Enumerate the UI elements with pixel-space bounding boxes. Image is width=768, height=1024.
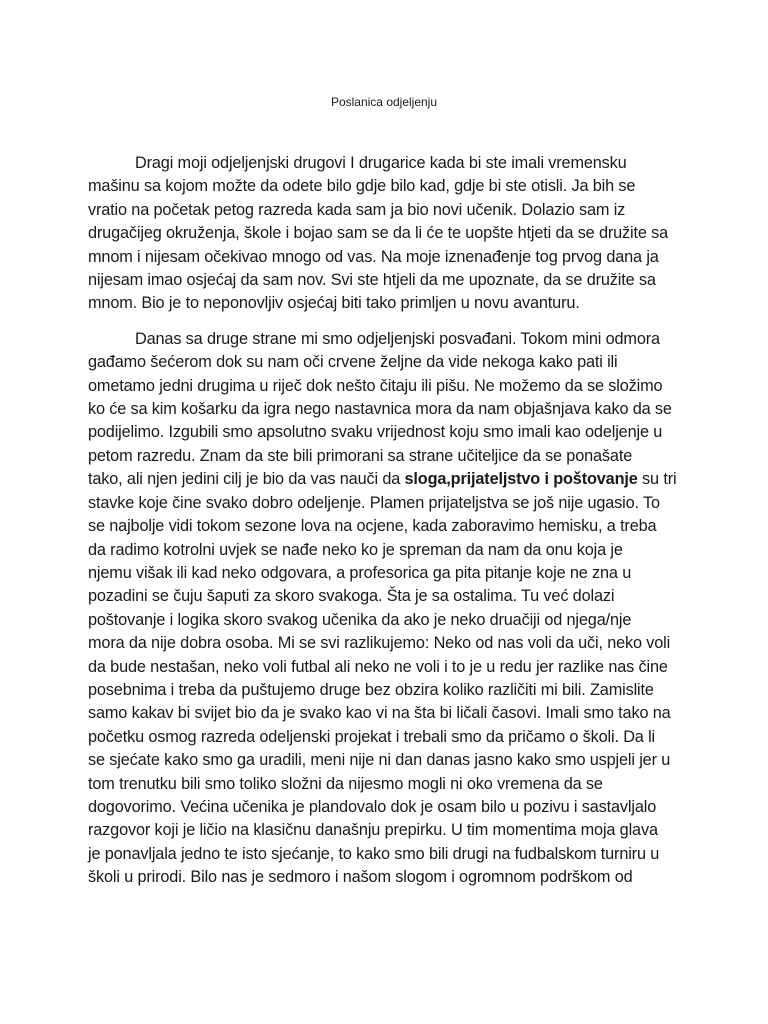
- text-line: poštovanje i logika skoro svakog učenika da ako je neko druačiji od njega/nje: [88, 610, 632, 629]
- text-line: podijelimo. Izgubili smo apsolutno svaku vrijednost koju smo imali kao odeljenje u: [88, 423, 663, 442]
- text-line: drugačijeg okruženja, škole i bojao sam se da li će te uopšte htjeti da se družite sa: [88, 224, 669, 243]
- document-title: Poslanica odjeljenju: [330, 95, 438, 109]
- text-line: tom trenutku bili smo toliko složni da nijesmo mogli ni oko vremena da se: [88, 774, 603, 793]
- text-line: početku osmog razreda odeljenski projekat i trebali smo da pričamo o školi. Da li: [88, 727, 656, 746]
- text-line: mnom. Bio je to neponovljiv osjećaj biti tako primljen u novu avanturu.: [88, 294, 580, 313]
- text-line: pozadini se čuju šaputi za skoro svakoga. Šta je sa ostalima. Tu već dolazi: [88, 587, 615, 606]
- text-line: se najbolje vidi tokom sezone lova na ocjene, kada zaboravimo hemisku, a treba: [88, 517, 657, 536]
- text-line: ko će sa kim košarku da igra nego nastavnica mora da nam objašnjava kako da se: [88, 400, 672, 419]
- text-line: je ponavljala jedno te isto sjećanje, to kako smo bili drugi na fudbalskom turniru u: [88, 844, 660, 863]
- text-line: mašinu sa kojom možte da odete bilo gdje bilo kad, gdje bi ste otisli. Ja bih se: [88, 177, 636, 196]
- text-line: njemu višak ili kad neko odgovara, a profesorica ga pita pitanje koje ne zna u: [88, 563, 632, 582]
- text-line: nijesam imao osjećaj da sam nov. Svi ste htjeli da me upoznate, da se družite sa: [88, 271, 656, 290]
- emphasized-text: sloga,prijateljstvo i poštovanje: [404, 470, 638, 489]
- text-line: mnom i nijesam očekivao mnogo od vas. Na moje iznenađenje tog prvog dana ja: [88, 247, 659, 266]
- text-line: se sjećate kako smo ga uradili, meni nije ni dan danas jasno kako smo uspjeli jer u: [88, 751, 671, 770]
- line-segment: su tri: [637, 470, 677, 489]
- text-line: gađamo šećerom dok su nam oči crvene željne da vide nekoga kako pati ili: [88, 353, 618, 372]
- text-line: vratio na početak petog razreda kada sam ja bio novi učenik. Dolazio sam iz: [88, 200, 626, 219]
- line-segment: tako, ali njen jedini cilj je bio da vas nauči da: [88, 470, 405, 489]
- text-line: mora da nije dobra osoba. Mi se svi razlikujemo: Neko od nas voli da uči, neko voli: [88, 634, 671, 653]
- text-line: ometamo jedni drugima u riječ dok nešto čitaju ili pišu. Ne možemo da se složimo: [88, 376, 663, 395]
- text-line: da radimo kotrolni uvjek se nađe neko ko je spreman da nam da onu koja je: [88, 540, 623, 559]
- text-line: dogovorimo. Većina učenika je plandovalo dok je osam bilo u pozivu i sastavljalo: [88, 797, 657, 816]
- text-line: samo kakav bi svijet bio da je svako kao vi na šta bi ličali časovi. Imali smo tako na: [88, 704, 671, 723]
- paragraph-1: [88, 152, 682, 316]
- text-line: da bude nestašan, neko voli futbal ali neko ne voli i to je u redu jer razlike nas čine: [88, 657, 668, 676]
- text-line: Dragi moji odjeljenjski drugovi I drugarice kada bi ste imali vremensku: [135, 154, 627, 172]
- text-line: posebnima i treba da puštujemo druge bez obzira koliko različiti mi bili. Zamislite: [88, 680, 654, 699]
- text-line-with-emphasis: [88, 468, 682, 491]
- text-line: stavke koje čine svako dobro odeljenje. Plamen prijateljstva se još nije ugasio. To: [88, 493, 660, 512]
- text-line: školi u prirodi. Bilo nas je sedmoro i našom slogom i ogromnom podrškom od: [88, 868, 633, 887]
- paragraph-2: [88, 328, 682, 890]
- document-body: [88, 152, 682, 890]
- text-line: razgovor koji je ličio na klasičnu današnju prepirku. U tim momentima moja glava: [88, 821, 658, 840]
- text-line: petom razredu. Znam da ste bili primorani sa strane učiteljice da se ponašate: [88, 446, 633, 465]
- text-line: Danas sa druge strane mi smo odjeljenjski posvađani. Tokom mini odmora: [135, 329, 660, 348]
